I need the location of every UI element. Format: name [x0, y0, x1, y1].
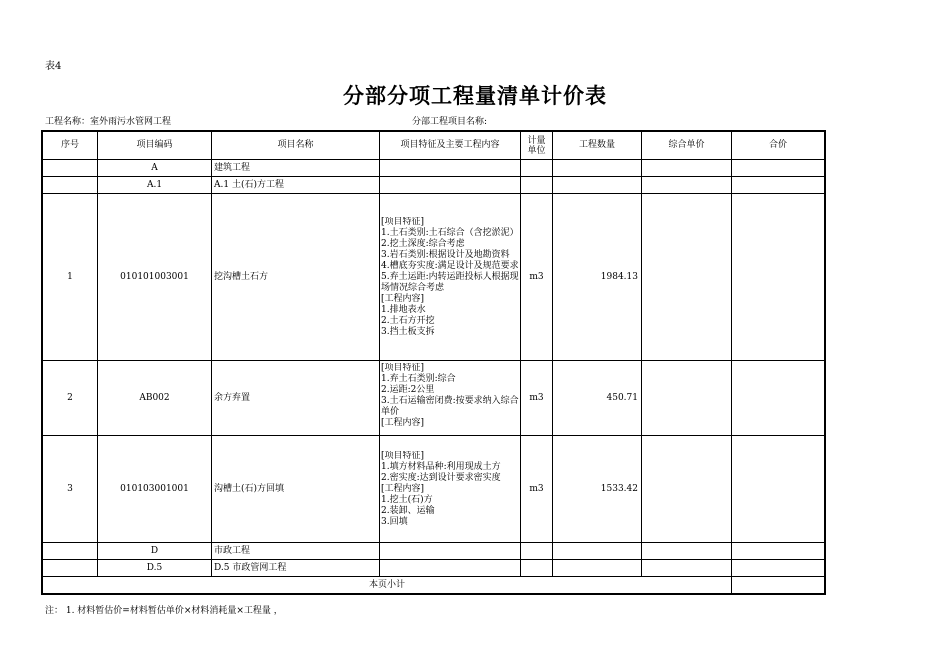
cell-unit-price	[642, 361, 732, 436]
feature-line: 1.排地表水	[381, 304, 426, 315]
table-header-row	[43, 132, 825, 160]
cell-name: A.1 土(石)方工程	[212, 177, 380, 194]
cell-unit-price	[642, 160, 732, 177]
cell-name: 市政工程	[212, 543, 380, 560]
feature-line: 1.挖土(石)方	[381, 494, 433, 505]
cell-code: A.1	[98, 177, 212, 194]
feature-line: 3.土石运输密闭费:按要求纳入综合单价	[381, 396, 519, 417]
cell-name: 余方弃置	[212, 361, 380, 436]
project-name-label: 工程名称：室外雨污水管网工程	[45, 117, 172, 127]
feature-line: [工程内容]	[381, 418, 425, 428]
cell-seq: 2	[43, 361, 98, 436]
cell-feature	[380, 194, 521, 361]
header-unit-line1: 计量	[527, 135, 546, 146]
footnote: 注： 1. 材料暂估价=材料暂估单价×材料消耗量×工程量 ，	[45, 606, 283, 616]
cell-quantity	[553, 160, 642, 177]
table-row	[43, 177, 825, 194]
cell-feature	[380, 361, 521, 436]
cell-seq	[43, 160, 98, 177]
header-name: 项目名称	[212, 132, 380, 160]
feature-line: 2.挖土深度:综合考虑	[381, 238, 465, 249]
header-feature: 项目特征及主要工程内容	[380, 132, 521, 160]
table-row	[43, 560, 825, 577]
cell-total-price	[732, 160, 825, 177]
cell-unit-price	[642, 177, 732, 194]
cell-total-price	[732, 361, 825, 436]
cell-unit: m3	[521, 361, 553, 436]
header-code: 项目编码	[98, 132, 212, 160]
cell-quantity: 450.71	[553, 361, 642, 436]
bill-of-quantities-table	[42, 131, 825, 594]
cell-code: AB002	[98, 361, 212, 436]
cell-quantity: 1984.13	[553, 194, 642, 361]
cell-seq: 1	[43, 194, 98, 361]
cell-quantity	[553, 560, 642, 577]
feature-line: [工程内容]	[381, 483, 425, 494]
header-unit	[521, 132, 553, 160]
page-title: 分部分项工程量清单计价表	[343, 83, 607, 108]
cell-code: A	[98, 160, 212, 177]
cell-total-price	[732, 560, 825, 577]
feature-line: 4.槽底夯实度:满足设计及规范要求	[381, 260, 519, 271]
feature-line: [项目特征]	[381, 216, 425, 227]
feature-line: 1.填方材料品种:利用现成土方	[381, 461, 501, 472]
feature-line: [项目特征]	[381, 363, 425, 373]
cell-seq	[43, 543, 98, 560]
feature-line: [项目特征]	[381, 450, 425, 461]
feature-line: 2.装卸、运输	[381, 505, 435, 516]
cell-total-price	[732, 436, 825, 543]
cell-feature	[380, 436, 521, 543]
cell-name: D.5 市政管网工程	[212, 560, 380, 577]
cell-total-price	[732, 194, 825, 361]
cell-unit	[521, 560, 553, 577]
cell-name: 挖沟槽土石方	[212, 194, 380, 361]
table-row	[43, 361, 825, 436]
header-unit-line2: 单位	[527, 145, 546, 156]
cell-feature	[380, 177, 521, 194]
header-quantity: 工程数量	[553, 132, 642, 160]
cell-unit-price	[642, 194, 732, 361]
cell-unit-price	[642, 543, 732, 560]
header-seq: 序号	[43, 132, 98, 160]
page-subtotal-label: 本页小计	[43, 577, 732, 594]
cell-feature	[380, 543, 521, 560]
cell-unit-price	[642, 436, 732, 543]
feature-line: [工程内容]	[381, 293, 425, 304]
cell-total-price	[732, 543, 825, 560]
feature-line: 3.挡土板支拆	[381, 326, 435, 337]
cell-unit	[521, 177, 553, 194]
cell-code: D.5	[98, 560, 212, 577]
cell-name: 建筑工程	[212, 160, 380, 177]
cell-unit	[521, 160, 553, 177]
cell-feature	[380, 160, 521, 177]
feature-line: 2.运距:2公里	[381, 385, 435, 395]
cell-feature	[380, 560, 521, 577]
cell-unit	[521, 543, 553, 560]
cell-unit-price	[642, 560, 732, 577]
cell-unit: m3	[521, 194, 553, 361]
header-unit-price: 综合单价	[642, 132, 732, 160]
cell-code: D	[98, 543, 212, 560]
header-total-price: 合价	[732, 132, 825, 160]
cell-quantity	[553, 543, 642, 560]
feature-line: 1.土石类别:土石综合（含挖淤泥）	[381, 227, 519, 238]
cell-unit: m3	[521, 436, 553, 543]
cell-total-price	[732, 177, 825, 194]
feature-line: 2.土石方开挖	[381, 315, 435, 326]
table-row	[43, 194, 825, 361]
cell-seq: 3	[43, 436, 98, 543]
feature-line: 5.弃土运距:内转运距投标人根据现场情况综合考虑	[381, 271, 519, 293]
cell-quantity: 1533.42	[553, 436, 642, 543]
feature-line: 1.弃土石类别:综合	[381, 374, 456, 384]
sub-project-name-label: 分部工程项目名称:	[412, 117, 488, 127]
cell-code: 010101003001	[98, 194, 212, 361]
table-body	[43, 160, 825, 577]
table-row	[43, 160, 825, 177]
cell-name: 沟槽土(石)方回填	[212, 436, 380, 543]
table-row	[43, 436, 825, 543]
page-subtotal-value	[732, 577, 825, 594]
feature-line: 3.回填	[381, 516, 408, 527]
cell-seq	[43, 560, 98, 577]
cell-quantity	[553, 177, 642, 194]
cell-code: 010103001001	[98, 436, 212, 543]
feature-line: 3.岩石类别:根据设计及地勘资料	[381, 249, 510, 260]
table-row	[43, 543, 825, 560]
cell-seq	[43, 177, 98, 194]
feature-line: 2.密实度:达到设计要求密实度	[381, 472, 501, 483]
page-subtotal-row	[43, 577, 825, 594]
table-number-label: 表4	[45, 61, 62, 72]
